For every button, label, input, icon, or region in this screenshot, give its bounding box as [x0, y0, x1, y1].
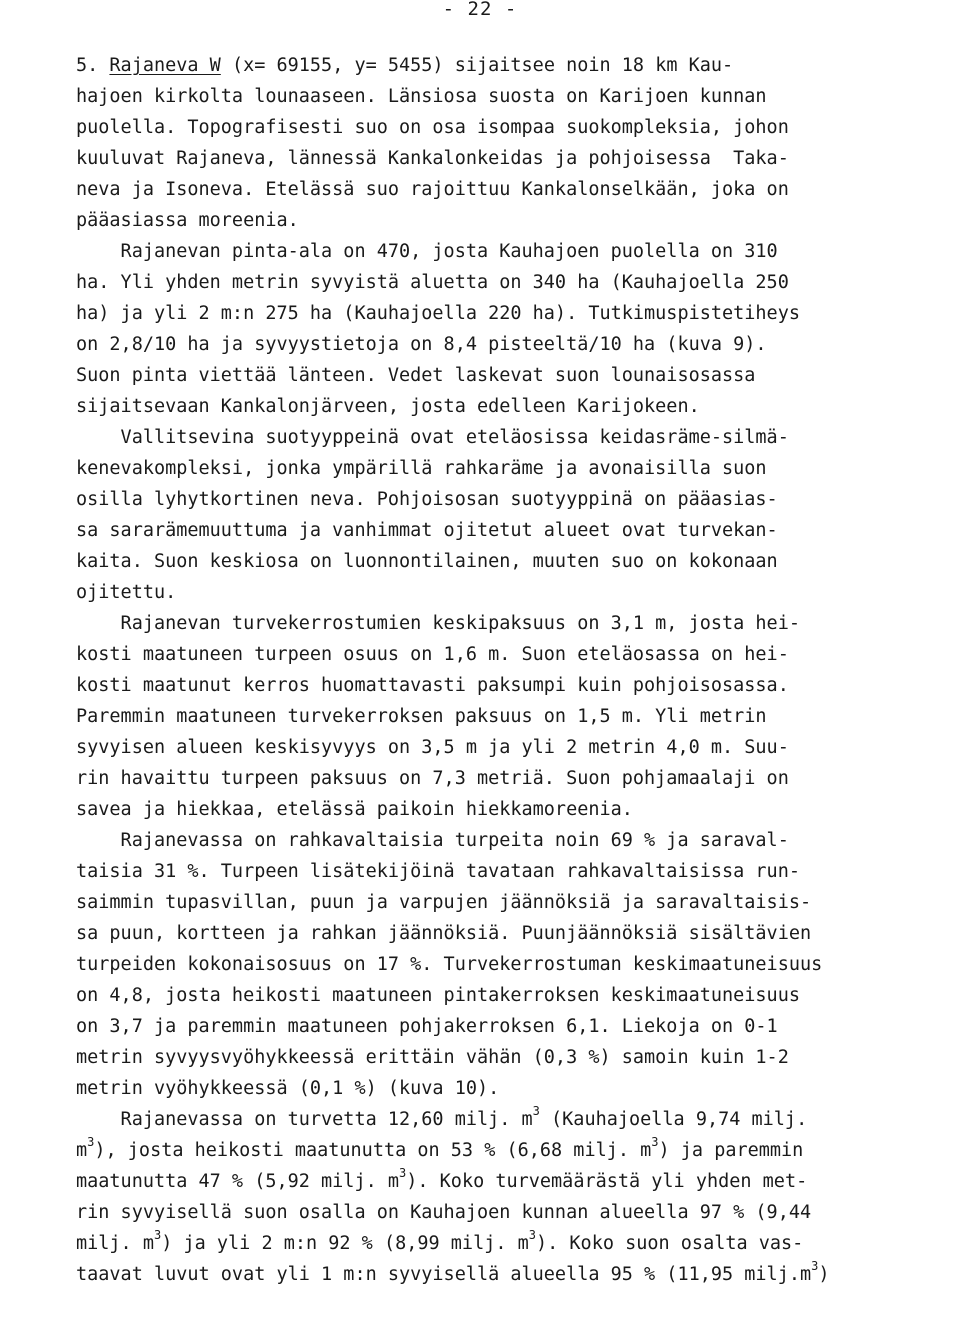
text-line: ojitettu. — [76, 582, 177, 603]
text-segment: ). Koko suon osalta vas- — [536, 1233, 804, 1254]
text-line: Rajanevan turvekerrostumien keskipaksuus on 3,1 m, josta hei- — [76, 613, 800, 634]
text-line — [76, 1166, 808, 1194]
text-segment: ) ja yli 2 m:n 92 % (8,99 milj. m — [161, 1233, 529, 1254]
site-name: Rajaneva W — [109, 55, 221, 76]
text-line — [76, 54, 733, 78]
text-line: neva ja Isoneva. Etelässä suo rajoittuu Kankalonselkään, joka on — [76, 179, 789, 200]
text-line: savea ja hiekkaa, etelässä paikoin hiekkamoreenia. — [76, 799, 633, 820]
superscript: 3 — [399, 1166, 407, 1180]
text-line — [76, 1104, 808, 1132]
text-line: on 4,8, josta heikosti maatuneen pintakerroksen keskimaatuneisuus — [76, 985, 800, 1006]
text-line: rin syvyisellä suon osalla on Kauhajoen kunnan alueella 97 % (9,44 — [76, 1202, 812, 1223]
text-segment: maatunutta 47 % (5,92 milj. m — [76, 1171, 400, 1192]
text-line: ha) ja yli 2 m:n 275 ha (Kauhajoella 220 ha). Tutkimuspistetiheys — [76, 303, 800, 324]
text-line: turpeiden kokonaisosuus on 17 %. Turvekerrostuman keskimaatuneisuus — [76, 954, 823, 975]
text-line: Paremmin maatuneen turvekerroksen paksuus on 1,5 m. Yli metrin — [76, 706, 767, 727]
text-line: syvyisen alueen keskisyvyys on 3,5 m ja yli 2 metrin 4,0 m. Suu- — [76, 737, 789, 758]
superscript: 3 — [532, 1104, 540, 1118]
superscript: 3 — [153, 1228, 162, 1242]
superscript: 3 — [87, 1135, 95, 1149]
superscript: 3 — [528, 1228, 536, 1242]
text-line: saimmin tupasvillan, puun ja varpujen jäännöksiä ja saravaltaisis- — [76, 892, 812, 913]
text-segment: ), josta heikosti maatunutta on 53 % (6,68 milj. m — [94, 1140, 652, 1161]
text-segment: ) ja paremmin — [658, 1140, 804, 1161]
text-line: on 2,8/10 ha ja syvyystietoja on 8,4 pisteeltä/10 ha (kuva 9). — [76, 334, 767, 355]
text-line: taisia 31 %. Turpeen lisätekijöinä tavataan rahkavaltaisissa run- — [76, 861, 800, 882]
text-segment: ). Koko turvemäärästä yli yhden met- — [406, 1171, 808, 1192]
text-line: on 3,7 ja paremmin maatuneen pohjakerroksen 6,1. Liekoja on 0-1 — [76, 1016, 778, 1037]
text-line: kenevakompleksi, jonka ympärillä rahkaräme ja avonaisilla suon — [76, 458, 767, 479]
text-line: Rajanevassa on rahkavaltaisia turpeita noin 69 % ja saraval- — [76, 830, 789, 851]
text-segment: taavat luvut ovat yli 1 m:n syvyisellä alueella 95 % (11,95 milj.m — [76, 1264, 812, 1285]
text-segment: (x= 69155, y= 5455) sijaitsee noin 18 km Kau- — [220, 55, 734, 76]
text-line — [76, 1259, 830, 1287]
text-line: kosti maatuneen turpeen osuus on 1,6 m. Suon eteläosassa on hei- — [76, 644, 789, 665]
text-line: Suon pinta viettää länteen. Vedet laskevat suon lounaisosassa — [76, 365, 756, 386]
text-line: sa sararämemuuttuma ja vanhimmat ojitetut alueet ovat turvekan- — [76, 520, 778, 541]
text-segment: ) — [818, 1264, 830, 1285]
text-line: ha. Yli yhden metrin syvyistä aluetta on 340 ha (Kauhajoella 250 — [76, 272, 789, 293]
text-line: hajoen kirkolta lounaaseen. Länsiosa suosta on Karijoen kunnan — [76, 86, 767, 107]
superscript: 3 — [811, 1259, 819, 1273]
text-segment: m — [76, 1140, 88, 1161]
text-line: rin havaittu turpeen paksuus on 7,3 metriä. Suon pohjamaalaji on — [76, 768, 789, 789]
superscript: 3 — [651, 1135, 659, 1149]
text-line: pääasiassa moreenia. — [76, 210, 299, 231]
text-line: Vallitsevina suotyyppeinä ovat eteläosissa keidasräme-silmä- — [76, 427, 789, 448]
text-line: sa puun, kortteen ja rahkan jäännöksiä. Puunjäännöksiä sisältävien — [76, 923, 812, 944]
text-line: kosti maatunut kerros huomattavasti paksumpi kuin pohjoisosassa. — [76, 675, 789, 696]
text-segment: milj. m — [76, 1233, 154, 1254]
text-line: sijaitsevaan Kankalonjärveen, josta edelleen Karijokeen. — [76, 396, 700, 417]
text-line: metrin syvyysvyöhykkeessä erittäin vähän (0,3 %) samoin kuin 1-2 — [76, 1047, 789, 1068]
text-line: kaita. Suon keskiosa on luonnontilainen, muuten suo on kokonaan — [76, 551, 778, 572]
text-line: Rajanevan pinta-ala on 470, josta Kauhajoen puolella on 310 — [76, 241, 778, 262]
page-number: - 22 - — [442, 0, 518, 20]
text-line: kuuluvat Rajaneva, lännessä Kankalonkeidas ja pohjoisessa Taka- — [76, 148, 789, 169]
text-line: puolella. Topografisesti suo on osa isompaa suokompleksia, johon — [76, 117, 789, 138]
section-number: 5. — [76, 55, 110, 76]
text-segment: Rajanevassa on turvetta 12,60 milj. m — [76, 1109, 533, 1130]
text-line: osilla lyhytkortinen neva. Pohjoisosan suotyyppinä on pääasias- — [76, 489, 778, 510]
text-line: metrin vyöhykkeessä (0,1 %) (kuva 10). — [76, 1078, 500, 1099]
text-line — [76, 1135, 804, 1163]
text-segment: (Kauhajoella 9,74 milj. — [539, 1109, 808, 1130]
text-line — [76, 1228, 804, 1256]
